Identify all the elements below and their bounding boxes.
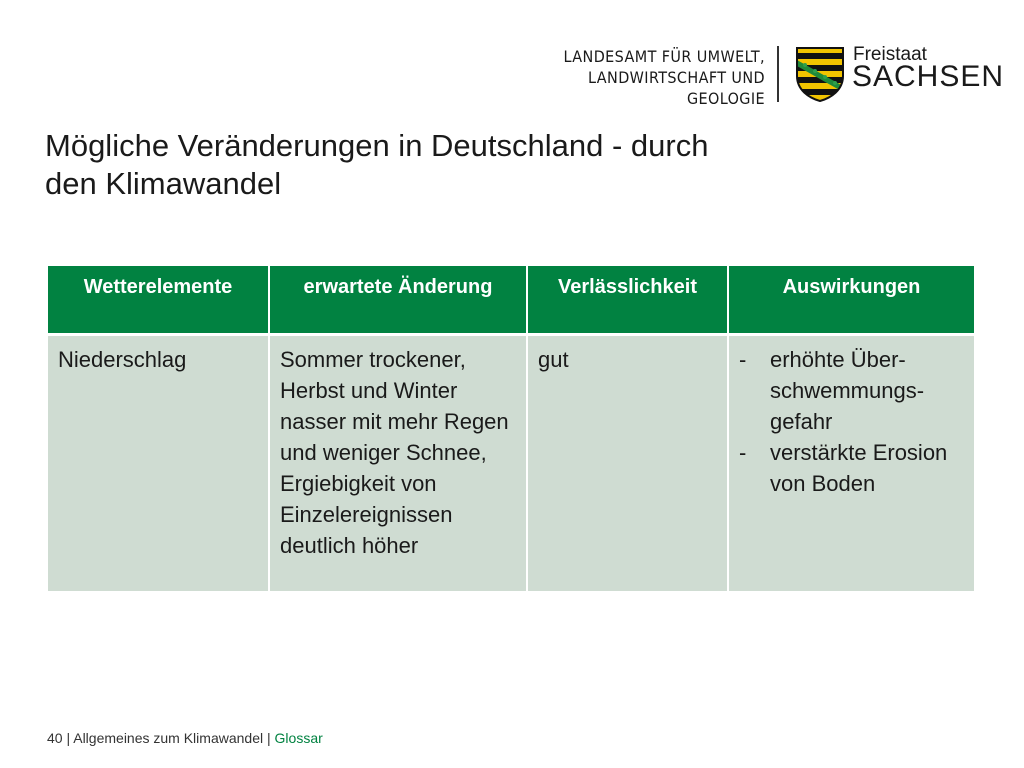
- effects-list: [739, 344, 968, 499]
- effect-text: verstärkte Erosion von Boden: [770, 439, 948, 496]
- weather-element-text: Niederschlag: [58, 346, 187, 372]
- state-label-sachsen: SACHSEN: [852, 60, 1005, 93]
- footer-separator: |: [267, 730, 271, 746]
- bullet-dash: -: [739, 346, 747, 372]
- climate-change-table: [48, 266, 974, 591]
- col-header-reliability: Verlässlichkeit: [527, 266, 728, 334]
- glossary-link[interactable]: Glossar: [274, 730, 323, 746]
- col-header-expected-change: erwartete Änderung: [269, 266, 527, 334]
- bullet-dash: -: [739, 439, 747, 465]
- header-divider: [777, 46, 779, 102]
- page-number: 40: [47, 730, 63, 746]
- col-header-weather-elements: Wetterelemente: [48, 266, 269, 334]
- page-title: Mögliche Veränderungen in Deutschland - durch den Klimawandel: [45, 128, 709, 201]
- cell-expected-change: [269, 334, 527, 591]
- list-item: [739, 437, 968, 499]
- state-label-freistaat: Freistaat: [853, 44, 927, 65]
- reliability-text: gut: [538, 346, 569, 372]
- footer: [47, 730, 323, 746]
- cell-weather-element: [48, 334, 269, 591]
- table-header-row: [48, 266, 974, 334]
- cell-reliability: [527, 334, 728, 591]
- footer-separator: |: [66, 730, 71, 746]
- effect-text: erhöhte Über-schwemmungs-gefahr: [770, 346, 925, 434]
- cell-effects: [728, 334, 974, 591]
- footer-section: Allgemeines zum Klimawandel: [73, 730, 264, 746]
- agency-name: LANDESAMT FÜR UMWELT, LANDWIRTSCHAFT UND GEOLOGIE: [563, 47, 765, 108]
- coat-of-arms-icon: [795, 46, 845, 102]
- table-row: [48, 334, 974, 591]
- list-item: [739, 344, 968, 437]
- col-header-effects: Auswirkungen: [728, 266, 974, 334]
- expected-change-text: Sommer trockener, Herbst und Winter nasser mit mehr Regen und weniger Schnee, Ergiebigkeit von Einzelereignissen deutlich höher: [280, 346, 509, 558]
